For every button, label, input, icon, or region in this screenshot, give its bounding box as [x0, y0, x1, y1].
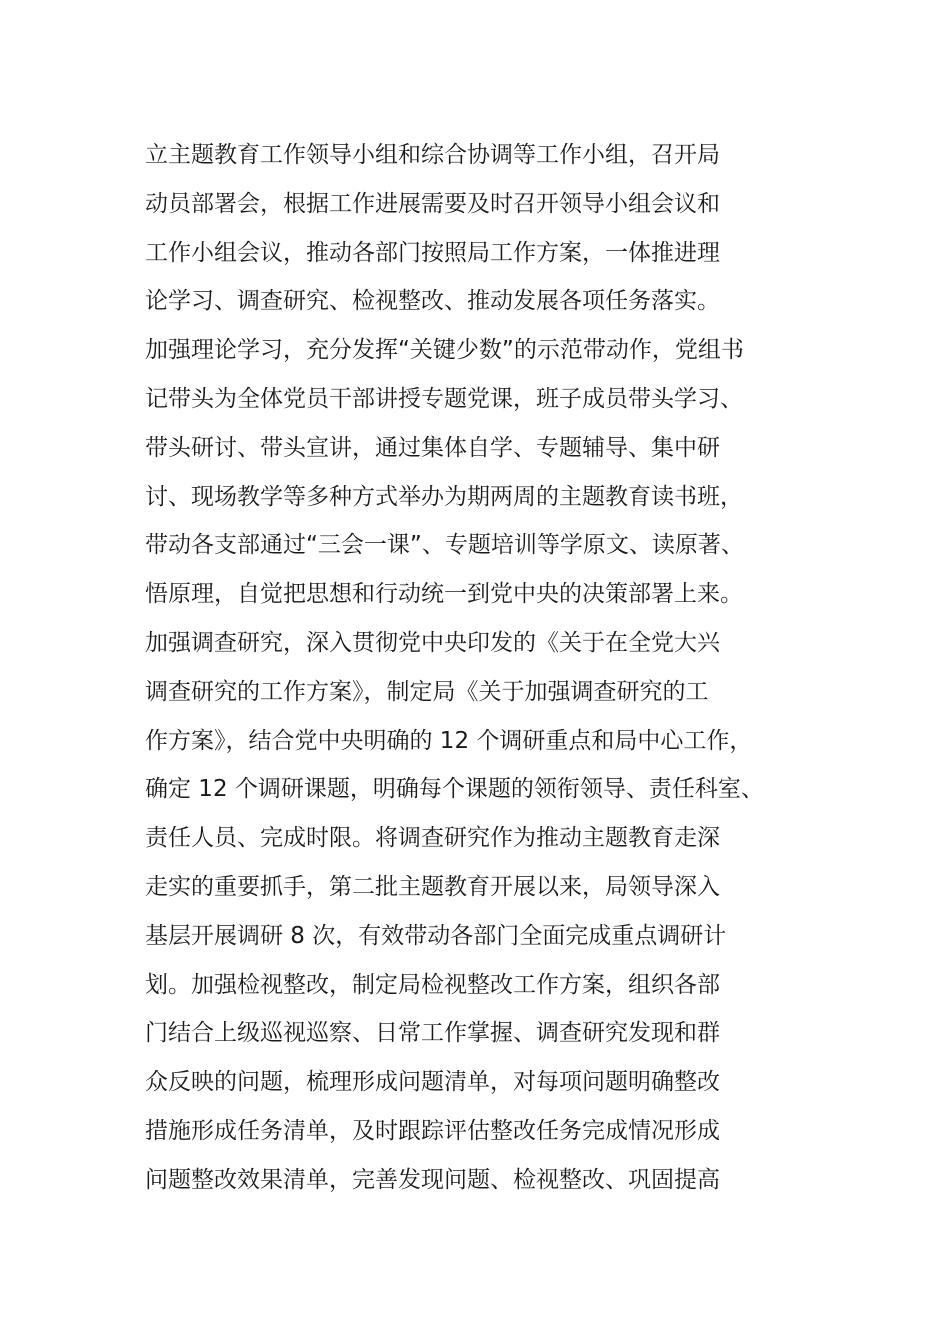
text-line: 加强理论学习，充分发挥“关键少数”的示范带动作，党组书	[145, 337, 744, 364]
text-line: 划。加强检视整改，制定局检视整改工作方案，组织各部	[145, 971, 720, 998]
text-line: 作方案》，结合党中央明确的 12 个调研重点和局中心工作，	[145, 727, 753, 754]
body-text	[145, 131, 845, 1205]
text-line: 带头研讨、带头宣讲，通过集体自学、专题辅导、集中研	[145, 434, 720, 461]
text-line: 动员部署会，根据工作进展需要及时召开领导小组会议和	[145, 190, 720, 217]
text-line: 基层开展调研 8 次，有效带动各部门全面完成重点调研计	[145, 922, 727, 949]
text-line: 责任人员、完成时限。将调查研究作为推动主题教育走深	[145, 825, 720, 852]
text-line: 工作小组会议，推动各部门按照局工作方案，一体推进理	[145, 239, 720, 266]
text-line: 走实的重要抓手，第二批主题教育开展以来，局领导深入	[145, 873, 720, 900]
text-line: 确定 12 个调研课题，明确每个课题的领衔领导、责任科室、	[145, 776, 764, 803]
text-line: 记带头为全体党员干部讲授专题党课，班子成员带头学习、	[145, 385, 743, 412]
text-line: 众反映的问题，梳理形成问题清单，对每项问题明确整改	[145, 1069, 720, 1096]
text-line: 加强调查研究，深入贯彻党中央印发的《关于在全党大兴	[145, 629, 720, 656]
text-line: 论学习、调查研究、检视整改、推动发展各项任务落实。	[145, 288, 720, 315]
text-line: 悟原理，自觉把思想和行动统一到党中央的决策部署上来。	[145, 581, 743, 608]
text-line: 带动各支部通过“三会一课”、专题培训等学原文、读原著、	[145, 532, 744, 559]
text-line: 讨、现场教学等多种方式举办为期两周的主题教育读书班，	[145, 483, 743, 510]
text-line: 问题整改效果清单，完善发现问题、检视整改、巩固提高	[145, 1166, 720, 1193]
text-line: 措施形成任务清单，及时跟踪评估整改任务完成情况形成	[145, 1117, 720, 1144]
text-line: 调查研究的工作方案》，制定局《关于加强调查研究的工	[145, 678, 709, 705]
text-line: 立主题教育工作领导小组和综合协调等工作小组，召开局	[145, 142, 720, 168]
text-line: 门结合上级巡视巡察、日常工作掌握、调查研究发现和群	[145, 1020, 720, 1047]
